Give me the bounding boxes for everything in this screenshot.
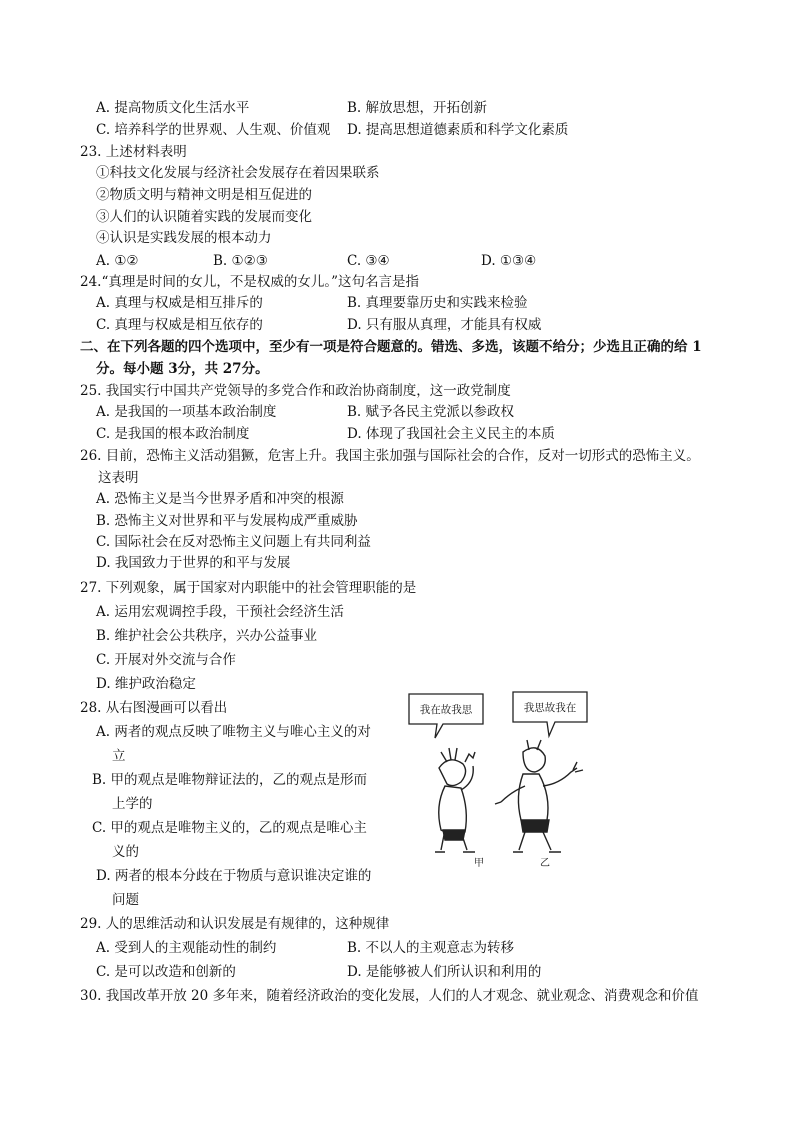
q23-option-b: B. ①②③ [213,253,268,269]
q29-stem: 29. 人的思维活动和认识发展是有规律的，这种规律 [80,916,390,932]
q28-option-d-line2: 问题 [112,892,139,908]
q25-option-a: A. 是我国的一项基本政治制度 [96,404,277,420]
q23-stem: 23. 上述材料表明 [80,144,187,160]
q24-option-a: A. 真理与权威是相互排斥的 [96,295,263,311]
q26-stem-line2: 这表明 [98,470,139,486]
figure-left [435,748,475,852]
q23-item-2: ②物质文明与精神文明是相互促进的 [96,187,312,203]
q23-option-a: A. ①② [96,253,139,269]
q29-option-c: C. 是可以改造和创新的 [96,964,236,980]
q28-option-b-line1: B. 甲的观点是唯物辩证法的，乙的观点是形而 [92,772,368,788]
section2-heading-line1: 二、在下列各题的四个选项中，至少有一项是符合题意的。错选、多选，该题不给分；少选且正确的给 1 [80,339,702,355]
q27-option-d: D. 维护政治稳定 [96,676,196,692]
speech-bubble-right [513,692,587,736]
q28-option-a-line2: 立 [112,748,126,764]
q23-option-d: D. ①③④ [481,253,537,269]
philosophy-cartoon [405,690,605,870]
q28-stem: 28. 从右图漫画可以看出 [80,700,228,716]
q22-option-c: C. 培养科学的世界观、人生观、价值观 [96,122,331,138]
q29-option-a: A. 受到人的主观能动性的制约 [96,940,277,956]
q24-option-d: D. 只有服从真理，才能具有权威 [347,317,542,333]
q23-item-3: ③人们的认识随着实践的发展而变化 [96,209,312,225]
q28-option-c-line2: 义的 [112,844,139,860]
q28-option-a-line1: A. 两者的观点反映了唯物主义与唯心主义的对 [96,724,371,740]
speech-bubble-left [409,694,483,738]
q26-option-a: A. 恐怖主义是当今世界矛盾和冲突的根源 [96,491,344,507]
q24-option-b: B. 真理要靠历史和实践来检验 [347,295,528,311]
q27-stem: 27. 下列观象，属于国家对内职能中的社会管理职能的是 [80,580,417,596]
label-jia: 甲 [474,858,484,869]
q27-option-a: A. 运用宏观调控手段，干预社会经济生活 [96,604,344,620]
q28-option-b-line2: 上学的 [112,796,153,812]
q24-stem: 24.“真理是时间的女儿，不是权威的女儿。”这句名言是指 [80,274,420,290]
q29-option-b: B. 不以人的主观意志为转移 [347,940,515,956]
q27-option-c: C. 开展对外交流与合作 [96,652,236,668]
q25-option-d: D. 体现了我国社会主义民主的本质 [347,426,555,442]
q25-stem: 25. 我国实行中国共产党领导的多党合作和政治协商制度，这一政党制度 [80,383,511,399]
svg-text:我思故我在: 我思故我在 [523,702,577,714]
q26-option-d: D. 我国致力于世界的和平与发展 [96,555,291,571]
q23-item-1: ①科技文化发展与经济社会发展存在着因果联系 [96,165,380,181]
svg-text:我在故我思: 我在故我思 [419,704,473,716]
q23-item-4: ④认识是实践发展的根本动力 [96,230,272,246]
q25-option-b: B. 赋予各民主党派以参政权 [347,404,515,420]
q24-option-c: C. 真理与权威是相互依存的 [96,317,263,333]
q30-stem: 30. 我国改革开放 20 多年来，随着经济政治的变化发展，人们的人才观念、就业观念、消费观念和价值 [80,988,699,1004]
q28-option-c-line1: C. 甲的观点是唯物主义的，乙的观点是唯心主 [92,820,367,836]
q26-stem-line1: 26. 目前，恐怖主义活动猖獗，危害上升。我国主张加强与国际社会的合作，反对一切形式的恐怖主义。 [80,448,700,464]
q25-option-c: C. 是我国的根本政治制度 [96,426,250,442]
q22-option-a: A. 提高物质文化生活水平 [96,100,250,116]
q22-option-d: D. 提高思想道德素质和科学文化素质 [347,122,569,138]
q26-option-b: B. 恐怖主义对世界和平与发展构成严重威胁 [96,513,358,529]
q26-option-c: C. 国际社会在反对恐怖主义问题上有共同利益 [96,534,371,550]
q29-option-d: D. 是能够被人们所认识和利用的 [347,964,542,980]
q23-option-c: C. ③④ [347,253,390,269]
figure-right [495,740,583,852]
section2-heading-line2: 分。每小题 3分，共 27分。 [96,361,269,377]
q27-option-b: B. 维护社会公共秩序，兴办公益事业 [96,628,318,644]
q22-option-b: B. 解放思想，开拓创新 [347,100,488,116]
label-yi: 乙 [540,858,550,869]
q28-option-d-line1: D. 两者的根本分歧在于物质与意识谁决定谁的 [96,868,372,884]
